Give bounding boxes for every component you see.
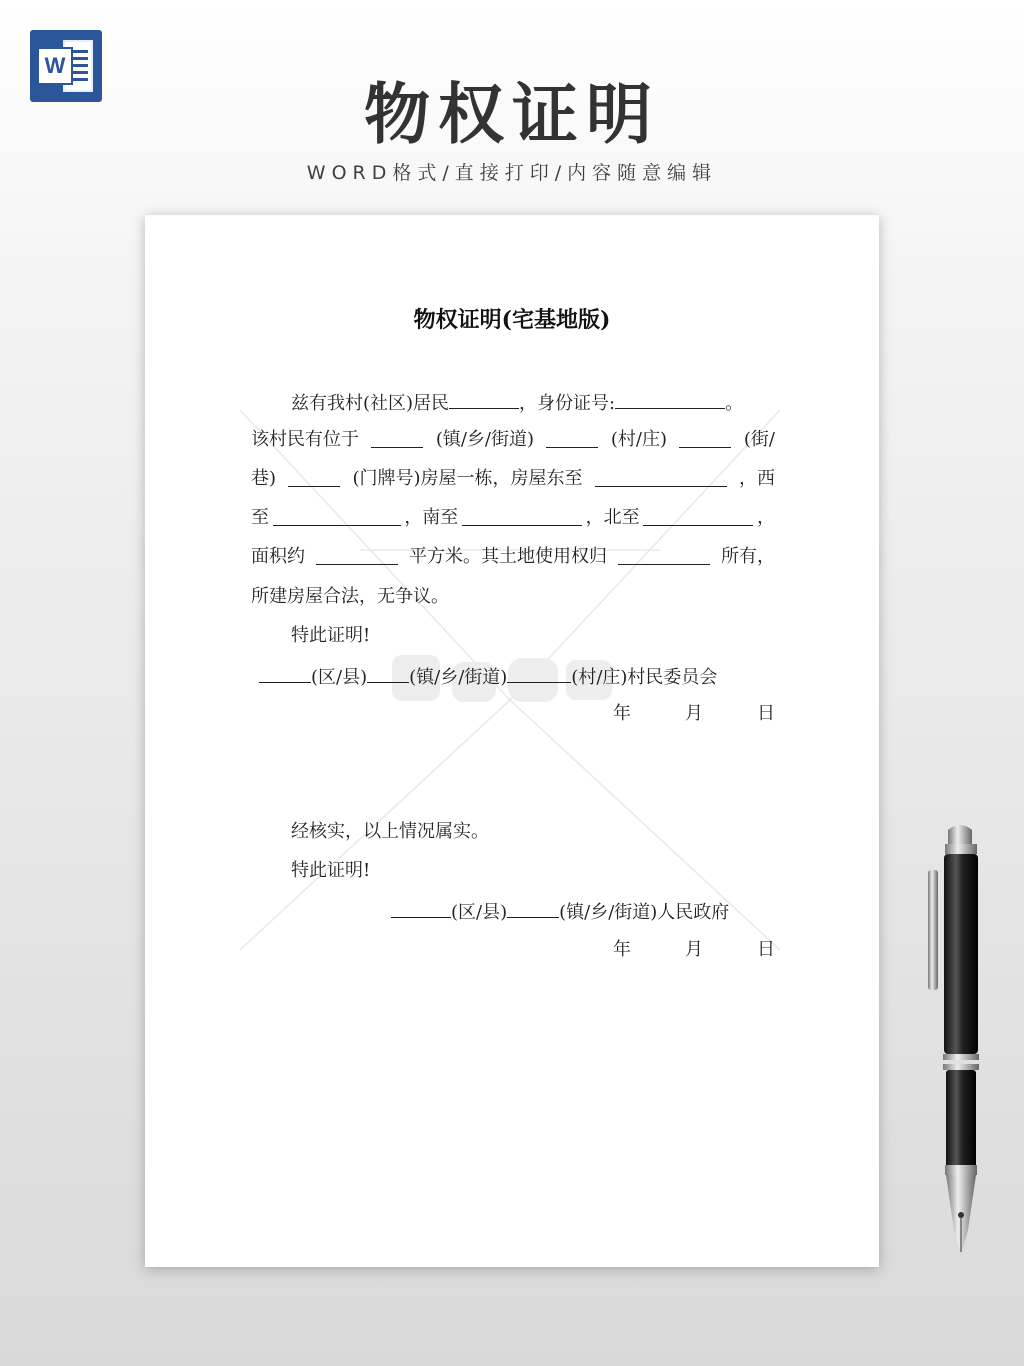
text-gov-district: (区/县)	[451, 902, 508, 923]
fountain-pen-icon	[920, 820, 1000, 1260]
blank-town[interactable]	[546, 427, 598, 448]
blank-sign-village[interactable]	[507, 662, 571, 683]
word-icon-letter: W	[37, 47, 73, 85]
text-owned: 所有，	[721, 546, 775, 567]
para1-line3	[251, 466, 775, 492]
para1-line6: 所建房屋合法，无争议。	[251, 586, 449, 607]
blank-sign-town[interactable]	[367, 662, 409, 683]
text-period: 。	[725, 393, 744, 414]
blank-district[interactable]	[371, 427, 423, 448]
blank-south[interactable]	[462, 505, 582, 526]
blank-village[interactable]	[679, 427, 731, 448]
para1-line5	[251, 544, 775, 570]
date-year: 年	[613, 939, 631, 960]
blank-owner[interactable]	[618, 544, 710, 565]
text-north-to: ，北至	[585, 507, 640, 528]
date-day: 日	[757, 939, 775, 960]
text-east-to: (门牌号)房屋一栋，房屋东至	[352, 468, 583, 489]
text-sign-town: (镇/乡/街道)	[409, 667, 508, 688]
para1-line2	[251, 427, 775, 453]
page-title: 物权证明	[364, 76, 660, 153]
text-west: ，西	[738, 468, 775, 489]
blank-gov-town[interactable]	[507, 897, 559, 918]
text-village: (村/庄)	[610, 429, 667, 450]
text-id-number: ，身份证号:	[519, 393, 616, 414]
para1-line4	[251, 505, 775, 531]
date-month: 月	[685, 939, 703, 960]
text-located: 该村民有位于	[251, 429, 359, 450]
government-date	[613, 937, 775, 963]
text-government: (镇/乡/街道)人民政府	[559, 902, 730, 923]
text-street: (街/	[743, 429, 775, 450]
certify-text-1: 特此证明!	[291, 625, 371, 646]
date-day: 日	[757, 703, 775, 724]
text-south-to: ，南至	[404, 507, 459, 528]
text-to: 至	[251, 507, 269, 528]
date-month: 月	[685, 703, 703, 724]
text-village-committee: (村/庄)村民委员会	[571, 667, 718, 688]
para1-line1	[291, 388, 743, 417]
blank-east[interactable]	[595, 466, 727, 487]
text-area: 面积约	[251, 546, 305, 567]
text-town: (镇/乡/街道)	[435, 429, 535, 450]
page-subtitle: WORD格式/直接打印/内容随意编辑	[306, 162, 718, 184]
blank-id-number[interactable]	[615, 388, 725, 409]
verify-text: 经核实，以上情况属实。	[291, 821, 489, 842]
village-date	[613, 701, 775, 727]
certify-text-2: 特此证明!	[291, 860, 371, 881]
government-signature-line	[391, 897, 729, 926]
text-sign-district: (区/县)	[311, 667, 368, 688]
blank-resident-name[interactable]	[449, 388, 519, 409]
text-land-use: 平方米。其土地使用权归	[409, 546, 607, 567]
blank-north[interactable]	[643, 505, 753, 526]
blank-west[interactable]	[273, 505, 401, 526]
blank-gov-district[interactable]	[391, 897, 451, 918]
blank-house-number[interactable]	[288, 466, 340, 487]
document-title: 物权证明(宅基地版)	[413, 307, 611, 333]
date-year: 年	[613, 703, 631, 724]
blank-area[interactable]	[316, 544, 398, 565]
blank-sign-district[interactable]	[259, 662, 311, 683]
text-comma: ，	[756, 507, 775, 528]
village-signature-line	[259, 662, 717, 691]
text-lane: 巷)	[251, 468, 277, 489]
text-resident: 兹有我村(社区)居民	[291, 393, 450, 414]
